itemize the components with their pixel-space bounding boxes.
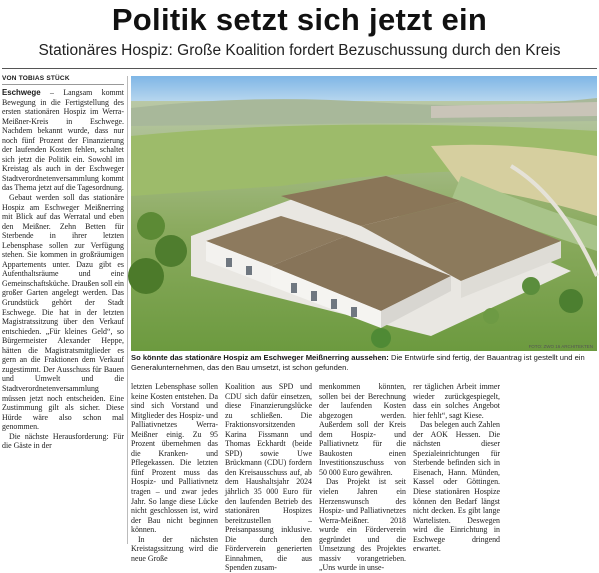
paragraph: Gebaut werden soll das stationäre Hospiz am Eschweger Meißnerring mit Blick auf das Werratal und eben den Meißner. Zehn Betten für Sterbende in ihrer letzten Lebensphase sollen zur Verfügung stehen. Sie kommen in großräumigen Appartements unter. Dazu gibt es Aufenthaltsräume und eine Gemeinschaftsküche. Draußen soll ein großer Garten angelegt werden. Das Grundstück gehört der Stadt Eschwege. Die hat in der letzten Magistratssitzung über den Verkauf entschieden. „Für kleines Geld“, so Bürgermeister Alexander Heppe, hätten die Magistratsmitglieder es gern an die Fraktionen dem Verkauf zugestimmt. Der Ausschuss für Bauen und Umwelt und die Stadtverordnetenversammlung müssen jetzt noch entscheiden. Eine Zustimmung gilt als sicher. Diese Hürde wäre also schon mal genommen. [2, 193, 124, 432]
headline: Politik setzt sich jetzt ein [111, 2, 488, 37]
paragraph: Die nächste Herausforderung: Für die Gäste in der [2, 431, 124, 451]
paragraph: menkommen könnten, sollen bei der Berechnung der laufenden Kosten abgezogen werden. Außerdem soll der Kreis dem Hospiz- und Palliativnetz für die Baukosten einen Investitionszuschuss von 50 000 Euro gewähren. [319, 382, 406, 477]
header-rule [2, 68, 597, 69]
photo-caption [131, 353, 597, 372]
byline: VON TOBIAS STÜCK [2, 75, 70, 82]
hospice-rendering-image [131, 76, 597, 351]
article-column-4 [319, 382, 406, 573]
column-divider [127, 76, 128, 544]
paragraph: letzten Lebensphase sollen keine Kosten entstehen. Da sind sich Vorstand und Mitglieder des Hospiz- und Palliativnetzes Werra-Meißner einig. Zu 95 Prozent übernehmen das die Kranken- und Pflegekassen. Die letzten fünf Prozent muss das Hospiz- und Palliativnetz tragen – und zwar jedes Jahr. So lange diese Lücke nicht geschlossen ist, wird der Bau nicht beginnen können. [131, 382, 218, 535]
article-column-2 [131, 382, 218, 563]
paragraph: rer täglichen Arbeit immer wieder zurückgespiegelt, dass ein solches Angebot hier fehlt“, sagt Kiese. [413, 382, 500, 420]
paragraph: In der nächsten Kreistagssitzung wird die neue Große [131, 534, 218, 563]
article-column-5 [413, 382, 500, 554]
subheadline: Stationäres Hospiz: Große Koalition fordert Bezuschussung durch den Kreis [38, 42, 561, 59]
dateline: Eschwege [2, 88, 41, 97]
paragraph: Das Projekt ist seit vielen Jahren ein Herzenswunsch des Hospiz- und Palliativnetzes Werra-Meißner. 2018 wurde ein Förderverein gegründet und die Umsetzung des Projektes massiv vorangetrieben. „Uns wurde in unse- [319, 477, 406, 573]
article-column-1 [2, 88, 124, 544]
paragraph: Koalition aus SPD und CDU sich dafür einsetzen, diese Finanzierungslücke zu schließen. Die Fraktionsvorsitzenden Karina Fissmann und Thomas Eckhardt (beide SPD) sowie Uwe Brückmann (CDU) fordern den Kreisausschuss auf, ab dem Haushaltsjahr 2024 jährlich 35 000 Euro für den laufenden Betrieb des stationären Hospizes bereitzustellen – Preisanpassung inklusive. Die durch den Förderverein generierten Einnahmen, die aus Spenden zusam- [225, 382, 312, 573]
paragraph: – Langsam kommt Bewegung in die Fertigstellung des ersten stationären Hospiz im Werra-Meißner-Kreis in Eschwege. Nachdem bekannt wurde, dass nur noch fünf Prozent der Finanzierung der laufenden Kosten fehlen, schaltet sich jetzt die Politik ein. Sowohl im Kreistag als auch in der Eschweger Stadtverordnetenversammlung kommt das Thema jetzt auf die Tagesordnung. [2, 88, 124, 193]
caption-lead: So könnte das stationäre Hospiz am Eschweger Meißnerring aussehen: [131, 353, 389, 362]
caption-text: Die Entwürfe sind fertig, der Bauantrag ist gestellt und ein Generalunternehmen, das den Bau umsetzt, ist schon gefunden. [131, 353, 585, 372]
architectural-rendering-graphic [131, 76, 597, 351]
article-column-3 [225, 382, 312, 573]
byline-rule [2, 84, 124, 85]
paragraph: Das belegen auch Zahlen der AOK Hessen. Die nächsten dieser Spezialeinrichtungen für Sterbende befinden sich in Eisenach, Hann. Münden, Kassel oder Göttingen. Diese stationären Hospize können den Bedarf längst nicht decken. Es gibt lange Wartelisten. Deswegen wird die Einrichtung in Eschwege dringend erwartet. [413, 420, 500, 554]
photo-credit: FOTO: ZWO 16 ARCHITEKTEN [528, 344, 593, 349]
